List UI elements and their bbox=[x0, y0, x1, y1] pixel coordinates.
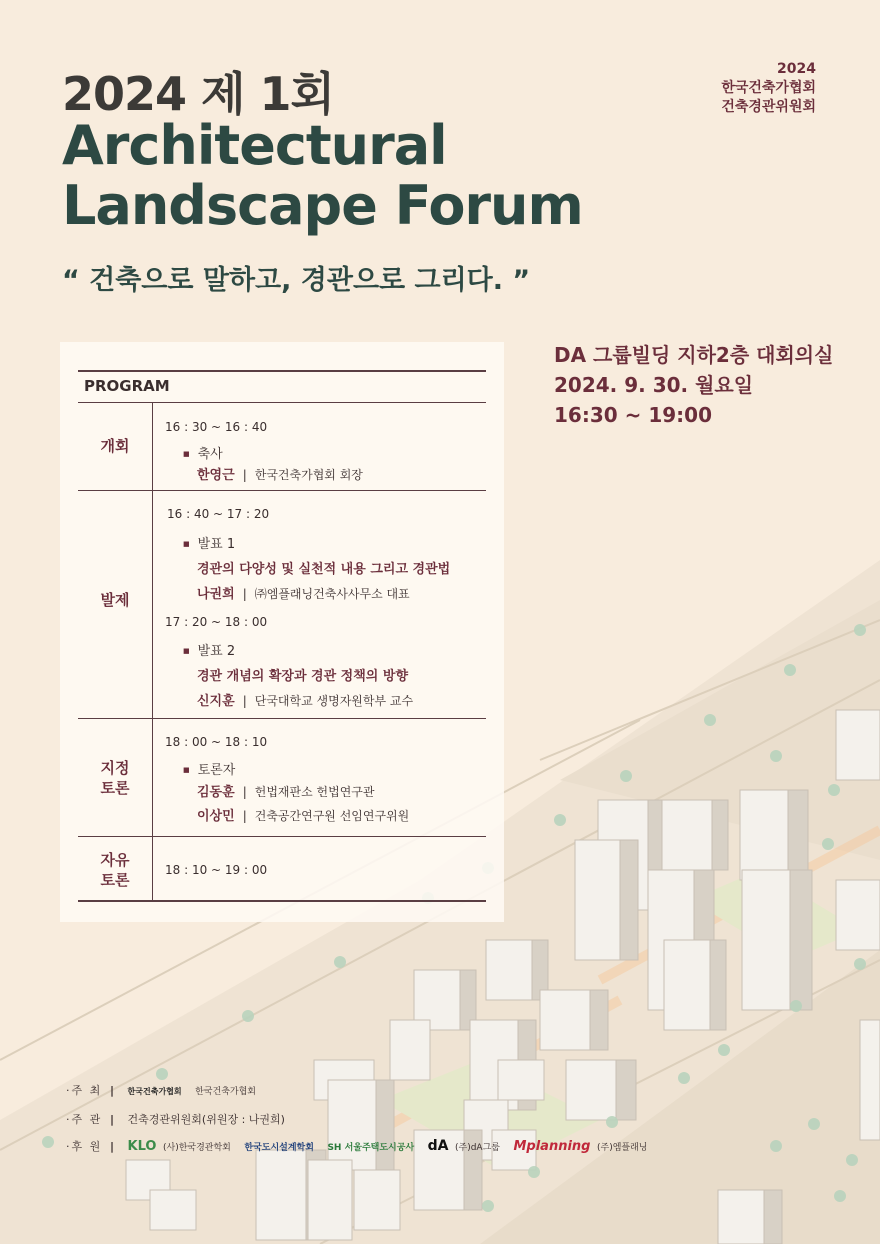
opening-item: ■ 축사 bbox=[183, 443, 223, 462]
discussant-2-row: 이상민 | 건축공간연구원 선임연구위원 bbox=[197, 809, 410, 824]
venue-date: 2024. 9. 30. 월요일 bbox=[554, 373, 754, 397]
presentation-1-affiliation: ㈜엠플래닝건축사사무소 대표 bbox=[254, 587, 410, 601]
organizer-year: 2024 bbox=[777, 61, 816, 77]
section-label-free-discussion bbox=[78, 850, 152, 890]
event-year-edition: 2024 제 1회 bbox=[62, 67, 334, 121]
sponsor-key: ·후 원 bbox=[66, 1140, 103, 1153]
host-key: ·주 최 bbox=[66, 1084, 103, 1097]
organizer-line-2: 건축경관위원회 bbox=[721, 99, 816, 115]
program-heading: PROGRAM bbox=[84, 377, 170, 395]
footer-sponsor-row: ·후 원 | KLO (사)한국경관학회 한국도시설계학회 SH 서울주택도시공사 dA (주)dA그룹 Mplanning (주)엠플래닝 bbox=[66, 1138, 648, 1154]
event-title-line-2: Landscape Forum bbox=[62, 174, 583, 237]
da-logo: dA bbox=[427, 1138, 449, 1154]
klo-logo: KLO bbox=[127, 1139, 157, 1154]
discussant-1-row: 김동훈 | 헌법재판소 헌법연구관 bbox=[197, 785, 375, 800]
venue-info bbox=[554, 340, 833, 430]
presentation-2-affiliation: 단국대학교 생명자원학부 교수 bbox=[254, 694, 414, 708]
free-label-2: 토론 bbox=[100, 871, 130, 889]
presentation-1-speaker: 나권희 bbox=[197, 587, 235, 602]
program-panel bbox=[60, 342, 504, 922]
organizer-line-1: 한국건축가협회 bbox=[721, 80, 816, 96]
presentation-1-speaker-row: 나권희 | ㈜엠플래닝건축사사무소 대표 bbox=[197, 587, 410, 602]
discussant-1-affiliation: 헌법재판소 헌법연구관 bbox=[254, 785, 375, 799]
presentation-2-speaker-row: 신지훈 | 단국대학교 생명자원학부 교수 bbox=[197, 694, 414, 709]
program-divider-bottom bbox=[78, 900, 486, 902]
venue-place: DA 그룹빌딩 지하2층 대회의실 bbox=[554, 343, 834, 367]
free-label-1: 자유 bbox=[100, 851, 130, 869]
discussant-1-speaker: 김동훈 bbox=[197, 785, 235, 800]
opening-speaker: 한영근 bbox=[197, 468, 235, 483]
event-title-line-1: Architectural bbox=[62, 114, 447, 177]
presentation-2-time: 17 : 20 ~ 18 : 00 bbox=[165, 615, 268, 629]
sh-logo: SH 서울주택도시공사 bbox=[327, 1143, 415, 1153]
event-title bbox=[62, 116, 583, 236]
opening-affiliation: 한국건축가협회 회장 bbox=[254, 468, 363, 482]
presentation-1-title: 경관의 다양성 및 실천적 내용 그리고 경관법 bbox=[197, 562, 451, 577]
discussant-2-affiliation: 건축공간연구원 선임연구위원 bbox=[254, 809, 410, 823]
free-discussion-time: 18 : 10 ~ 19 : 00 bbox=[165, 863, 268, 877]
section-label-opening: 개회 bbox=[100, 437, 130, 455]
section-label-discussion bbox=[78, 758, 152, 798]
mplanning-logo: Mplanning bbox=[513, 1139, 591, 1154]
organizer-text: 건축경관위원회(위원장 : 나권희) bbox=[127, 1113, 285, 1126]
opening-time: 16 : 30 ~ 16 : 40 bbox=[165, 420, 268, 434]
presentation-2-item: ■ 발표 2 bbox=[183, 640, 235, 659]
section-label-presentation: 발제 bbox=[100, 591, 130, 609]
venue-time: 16:30 ~ 19:00 bbox=[554, 403, 713, 427]
presentation-1-item: ■ 발표 1 bbox=[183, 533, 235, 552]
program-divider bbox=[78, 836, 486, 837]
organizer-block bbox=[721, 60, 816, 117]
host-logo: 한국건축가협회 bbox=[127, 1087, 182, 1096]
footer-host-row: ·주 최 | 한국건축가협회 한국건축가협회 bbox=[66, 1084, 256, 1097]
discussion-item: ■ 토론자 bbox=[183, 759, 235, 778]
urban-design-logo: 한국도시설계학회 bbox=[244, 1143, 314, 1153]
organizer-key: ·주 관 bbox=[66, 1113, 103, 1126]
sponsor-name-klo: (사)한국경관학회 bbox=[162, 1143, 231, 1153]
event-slogan: “ 건축으로 말하고, 경관으로 그리다. ” bbox=[62, 265, 531, 296]
sponsor-name-da: (주)dA그룹 bbox=[455, 1143, 500, 1153]
host-name: 한국건축가협회 bbox=[195, 1087, 256, 1097]
opening-speaker-row: 한영근 | 한국건축가협회 회장 bbox=[197, 468, 363, 483]
discussion-label-2: 토론 bbox=[100, 779, 130, 797]
presentation-2-title: 경관 개념의 확장과 경관 정책의 방향 bbox=[197, 669, 408, 684]
presentation-2-speaker: 신지훈 bbox=[197, 694, 235, 709]
program-divider bbox=[78, 490, 486, 491]
discussion-label-1: 지정 bbox=[100, 759, 130, 777]
footer-organizer-row: ·주 관 | 건축경관위원회(위원장 : 나권희) bbox=[66, 1113, 285, 1126]
program-divider-vertical bbox=[152, 402, 153, 900]
discussion-time: 18 : 00 ~ 18 : 10 bbox=[165, 735, 268, 749]
sponsor-name-mplanning: (주)엠플래닝 bbox=[596, 1143, 648, 1153]
program-divider bbox=[78, 718, 486, 719]
program-header bbox=[78, 370, 486, 403]
discussant-2-speaker: 이상민 bbox=[197, 809, 235, 824]
presentation-1-time: 16 : 40 ~ 17 : 20 bbox=[167, 507, 270, 521]
